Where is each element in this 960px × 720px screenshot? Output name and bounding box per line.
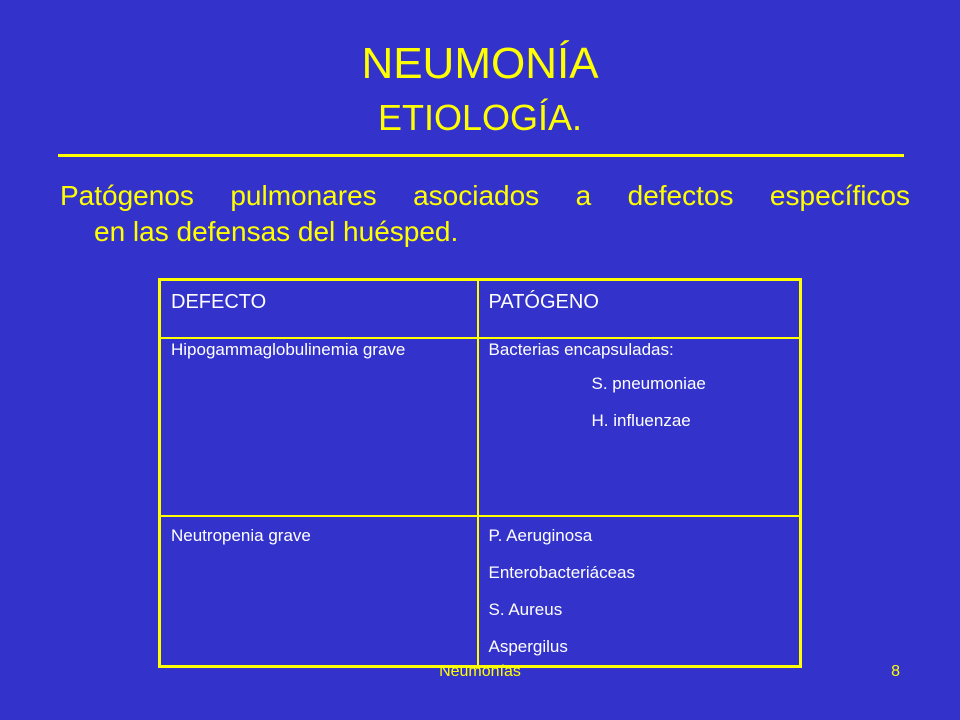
table-row [160,516,801,667]
table-header-row [160,280,801,338]
pathogen-item: Enterobacteriáceas [488,562,635,582]
pathogen-cell [478,338,801,516]
pathogen-item: Bacterias encapsuladas: [488,339,674,359]
pathogen-cell [478,516,801,667]
pathogen-item: S. pneumoniae [591,373,706,393]
slide-title: NEUMONÍA [361,39,599,88]
defect-text: Hipogammaglobulinemia grave [171,339,406,359]
defect-cell [160,516,478,667]
pathogen-item: Aspergilus [488,636,568,656]
pathogen-item: S. Aureus [488,599,563,619]
title-divider [58,154,904,157]
header-defecto: DEFECTO [160,280,478,338]
pathogen-item: H. influenzae [591,410,691,430]
header-patogeno: PATÓGENO [478,280,801,338]
defect-cell [160,338,478,516]
footer-label: Neumonías [439,663,521,680]
intro-line-1: Patógenos pulmonares asociados a defectos específicos [60,180,910,211]
intro-paragraph [60,178,910,250]
table-row [160,338,801,516]
pathogen-item: P. Aeruginosa [488,525,593,545]
defects-table [158,278,802,668]
page-number: 8 [891,663,900,680]
defect-text: Neutropenia grave [171,525,311,545]
intro-line-2: en las defensas del huésped. [94,216,459,247]
slide-subtitle: ETIOLOGÍA. [377,97,583,138]
